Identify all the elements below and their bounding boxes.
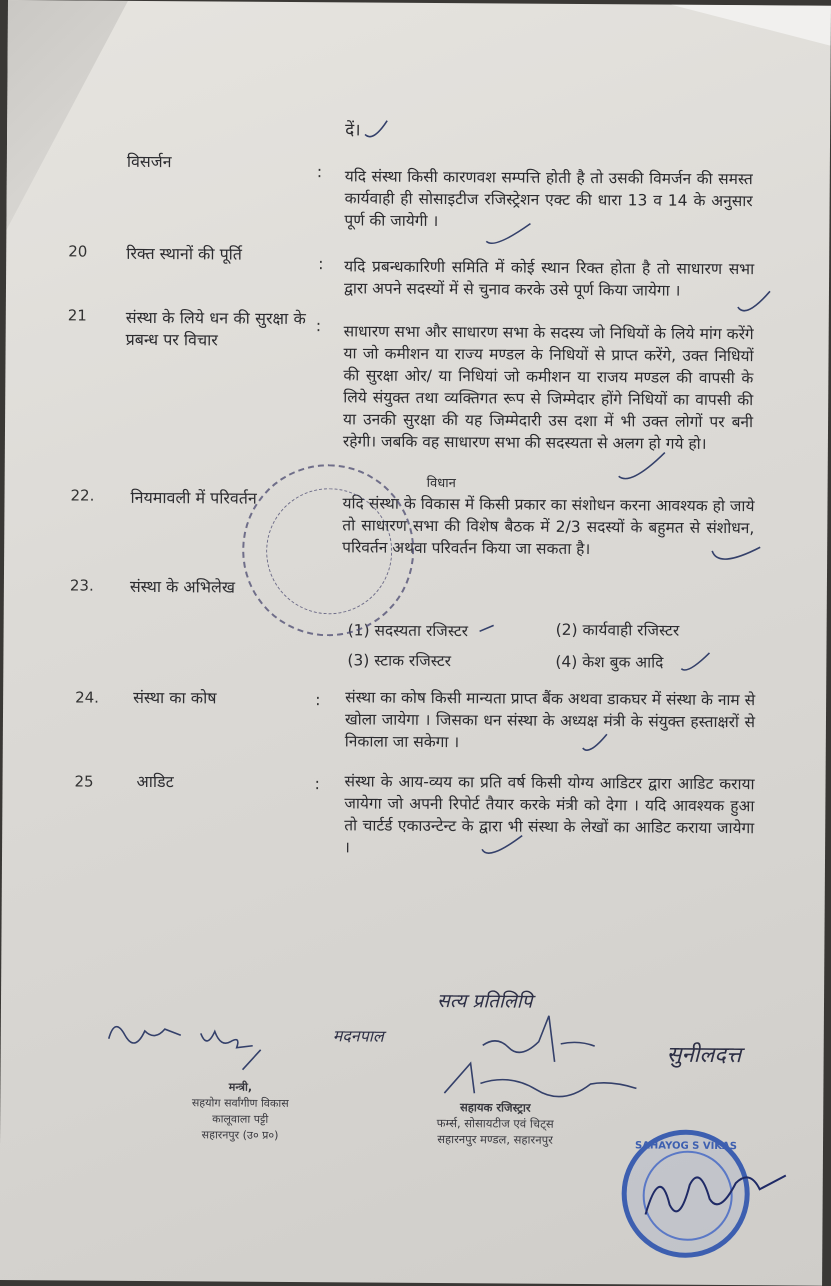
section-number: 20: [68, 242, 88, 261]
register-item: (3) स्टाक रजिस्टर: [347, 651, 452, 671]
signature-scribble: [105, 1011, 185, 1052]
section-heading-audit: आडिट: [136, 771, 174, 792]
tick-mark: [478, 623, 496, 635]
registrar-line: फर्म्स, सोसायटीज एवं चिट्स: [436, 1116, 554, 1131]
section-text-fund: संस्था का कोष किसी मान्यता प्राप्त बैंक अथवा डाकघर में संस्था के नाम से खोला जायेगा । जिसका धन संस्था के अध्यक्ष मंत्री के संयुक्त हस्ताक्षरों से निकाला जा सकेगा ।: [344, 688, 756, 752]
registrar-seal-stamp: [242, 464, 415, 637]
register-item: (4) केश बुक आदि: [555, 652, 664, 672]
handwritten-note: विधान: [426, 475, 456, 492]
colon: :: [315, 690, 321, 710]
section-heading-fund: संस्था का कोष: [133, 687, 217, 708]
section-heading-records: संस्था के अभिलेख: [129, 576, 236, 597]
section-number: 21: [67, 306, 87, 325]
colon: :: [315, 316, 322, 336]
signature-scribble: [197, 1023, 267, 1073]
register-item: (2) कार्यवाही रजिस्टर: [555, 620, 680, 640]
certification-note: सत्य प्रतिलिपि: [436, 990, 533, 1013]
tick-mark: [480, 833, 524, 861]
signature-scribble: [639, 1154, 790, 1235]
paper-edge: [631, 4, 831, 45]
registrar-title: सहायक रजिस्ट्रार: [459, 1100, 531, 1115]
signature-scribble: [440, 1053, 640, 1104]
stamp-text: SAHAYOG S VIKAS: [634, 1140, 738, 1153]
section-number: 24.: [75, 688, 100, 707]
tick-mark: [363, 116, 389, 142]
mantri-title: मन्त्री,: [228, 1080, 253, 1094]
signature-madanpal: मदनपाल: [332, 1026, 384, 1046]
tick-mark: [484, 219, 532, 249]
section-number: 23.: [69, 576, 94, 595]
registrar-stamp-block: [400, 1099, 590, 1148]
tick-mark: [581, 732, 609, 756]
registrar-line: सहारनपुर मण्डल, सहारनपुर: [437, 1132, 553, 1147]
colon: :: [314, 774, 320, 794]
mantri-stamp-block: [160, 1079, 320, 1144]
section-heading-rule-changes: नियमावली में परिवर्तन: [130, 487, 257, 508]
section-text-fund-security: साधारण सभा और साधारण सभा के सदस्य जो निधियों के लिये मांग करेंगे या जो कमीशन या राज्य मण्डल के निधियों से प्राप्त करेंगे, उक्त निधियों की सुरक्षा ओर/ या निधियां जो कमीशन या राजय मण्डल की वापसी के लिये संयुक्त तथा व्यक्तिगत रूप से जिम्मेदार होंगे निधियों का वापसी की या उनकी सुरक्षा की यह जिम्मेदारी उस दशा में भी उक्त लोगों पर बनी रहेगी। जबकि वह साधारण सभा की सदस्यता से अलग हो गये हो।: [342, 322, 754, 453]
colon: :: [318, 254, 324, 274]
section-text-dissolution: यदि संस्था किसी कारणवश सम्पत्ति होती है तो उसकी विमर्जन की समस्त कार्यवाही ही सोसाइटीज रजिस्ट्रेशन एक्ट की धारा 13 व 14 के अनुसार पूर्ण की जायेगी ।: [344, 167, 753, 231]
section-text-audit: संस्था के आय-व्यय का प्रति वर्ष किसी योग्य आडिटर द्वारा आडिट कराया जायेगा जो अपनी रिपोर्ट तैयार करके मंत्री को देगा । यदि आवश्यक हुआ तो चार्टर्ड एकाउन्टेन्ट के द्वारा भी संस्था के लेखों का आडिट कराया जायेगा ।: [344, 772, 755, 857]
section-heading-fund-security: संस्था के लिये धन की सुरक्षा के प्रबन्ध पर विचार: [125, 307, 306, 350]
section-text-vacancies: यदि प्रबन्धकारिणी समिति में कोई स्थान रिक्त होता है तो साधारण सभा द्वारा अपने सदस्यों में से चुनाव करके उसे पूर्ण किया जायेगा ।: [343, 257, 755, 300]
section-number: 25: [74, 772, 94, 791]
mantri-line: कालूवाला पट्टी: [212, 1112, 269, 1126]
section-heading-vacancies: रिक्त स्थानों की पूर्ति: [126, 243, 243, 264]
mantri-line: सहारनपुर (उ० प्र०): [201, 1128, 279, 1142]
register-item: (1) सदस्यता रजिस्टर: [347, 621, 469, 641]
section-heading-dissolution: विसर्जन: [126, 151, 172, 172]
tick-mark: [617, 450, 667, 486]
section-number: 22.: [70, 486, 95, 505]
section-text-rule-changes: यदि संस्था के विकास में किसी प्रकार का संशोधन करना आवश्यक हो जाये तो साधारण सभा की विशेष बैठक में 2/3 सदस्यों के बहुमत से संशोधन, परिवर्तन अथवा परिवर्तन किया जा सकता है।: [342, 494, 755, 559]
mantri-line: सहयोग सर्वांगीण विकास: [191, 1096, 289, 1110]
tick-mark: [736, 289, 772, 319]
colon: :: [316, 162, 323, 182]
intro-text: दें।: [345, 120, 361, 141]
page-fold: [6, 0, 128, 231]
signature-sunildatt: सुनीलदत्त: [666, 1042, 742, 1069]
tick-mark: [710, 539, 762, 569]
tick-mark: [679, 649, 711, 675]
